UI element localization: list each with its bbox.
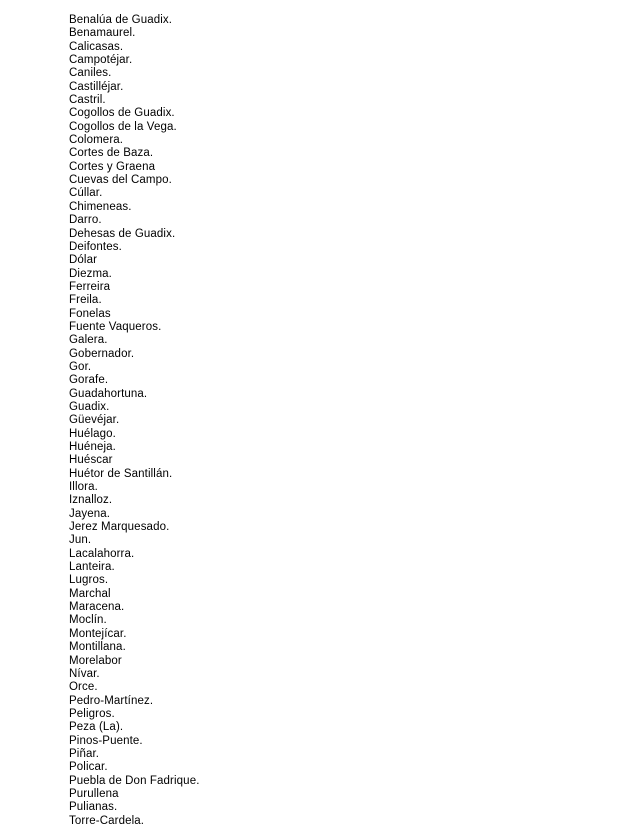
list-item: Huétor de Santillán. [69,467,173,480]
list-item: Huéneja. [69,441,116,453]
list-item: Fuente Vaqueros. [69,320,162,333]
list-item: Puebla de Don Fadrique. [69,774,200,787]
list-item: Purullena [69,787,119,800]
list-item: Pedro-Martínez. [69,694,154,707]
list-item: Gorafe. [69,374,109,387]
list-item: Montejícar. [69,627,127,640]
list-item: Campotéjar. [69,54,133,67]
list-item: Calicasas. [69,40,124,53]
list-item: Pinos-Puente. [69,734,143,747]
list-item: Jun. [69,534,92,547]
list-item: Castril. [69,94,106,107]
list-item: Caniles. [69,67,112,80]
list-item: Diezma. [69,267,112,280]
list-item: Cogollos de la Vega. [69,120,177,133]
list-item: Peligros. [69,707,115,720]
list-item: Pulianas. [69,801,118,814]
list-item: Gor. [69,360,92,373]
list-item: Jerez Marquesado. [69,521,170,534]
list-item: Deifontes. [69,240,122,253]
list-item: Huéscar [69,454,113,467]
list-item: Policar. [69,761,108,774]
list-item: Colomera. [69,134,124,147]
list-item: Darro. [69,214,102,227]
list-item: Benalúa de Guadix. [69,14,173,26]
list-item: Benamaurel. [69,27,136,40]
list-item: Guadix. [69,400,110,413]
list-item: Galera. [69,334,108,347]
list-item: Lanteira. [69,561,115,574]
list-item: Huélago. [69,427,116,440]
list-item: Dólar [69,254,98,267]
list-item: Montillana. [69,641,126,654]
list-item: Lacalahorra. [69,547,135,560]
list-item: Illora. [69,481,98,494]
list-item: Gobernador. [69,347,135,360]
list-item: Morelabor [69,654,122,667]
list-item: Ferreira [69,280,111,293]
list-item: Freila. [69,294,102,307]
list-item: Nívar. [69,667,100,680]
list-item: Lugros. [69,574,109,587]
list-item: Jayena. [69,507,111,520]
list-item: Chimeneas. [69,200,132,213]
list-item: Güevéjar. [69,414,120,427]
list-item: Cuevas del Campo. [69,174,172,187]
list-item: Torre-Cardela. [69,814,145,827]
list-item: Orce. [69,681,98,694]
list-item: Cúllar. [69,187,103,200]
list-item: Maracena. [69,601,125,614]
list-item: Castilléjar. [69,80,124,93]
list-item: Peza (La). [69,721,124,734]
list-item: Piñar. [69,747,100,760]
list-item: Marchal [69,587,111,600]
list-item: Fonelas [69,307,111,320]
list-item: Guadahortuna. [69,387,148,400]
list-item: Moclín. [69,614,107,627]
list-item: Iznalloz. [69,494,113,507]
list-item: Cogollos de Guadix. [69,107,175,120]
list-item: Dehesas de Guadix. [69,227,176,240]
list-item: Cortes de Baza. [69,147,154,160]
list-item: Cortes y Graena [69,160,156,173]
municipality-list [69,14,609,828]
